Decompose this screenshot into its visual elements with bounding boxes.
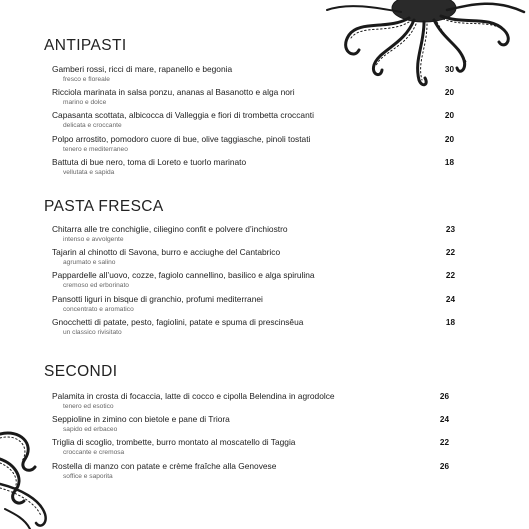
menu-item [52,64,479,87]
pasta-fresca-list [52,224,479,340]
item-price: 20 [444,88,454,98]
item-price: 26 [439,392,449,401]
item-name: Chitarra alle tre conchiglie, ciliegino confit e polvere d’inchiostro [52,224,288,234]
item-price: 22 [439,438,449,448]
secondi-list [52,391,479,484]
item-description: agrumato e salino [63,259,116,267]
item-description: cremoso ed erborinato [63,282,129,290]
menu-item [52,224,479,247]
item-price: 20 [444,134,454,144]
item-description: tenero ed esotico [63,403,114,410]
item-description: fresco e floreale [63,76,110,83]
item-description: sapido ed erbaceo [63,426,118,434]
item-description: delicata e croccante [63,122,122,130]
menu-item [52,317,479,340]
item-price: 18 [445,317,455,327]
section-title-pasta-fresca: PASTA FRESCA [44,198,164,215]
item-name: Pansotti liguri in bisque di granchio, profumi mediterranei [52,293,263,304]
section-title-antipasti: ANTIPASTI [44,37,127,54]
item-name: Seppioline in zimino con bietole e pane di Triora [52,414,230,425]
item-name: Capasanta scottata, albicocca di Valleggia e fiori di trombetta croccanti [52,110,314,121]
item-name: Gnocchetti di patate, pesto, fagiolini, patate e spuma di prescinsêua [52,316,304,327]
item-price: 23 [445,225,455,234]
menu-item [52,157,479,180]
item-price: 26 [439,461,449,471]
item-price: 22 [445,248,455,258]
item-name: Rostella di manzo con patate e crème fraîche alla Genovese [52,460,277,471]
item-price: 24 [439,415,449,425]
antipasti-list [52,64,479,180]
item-price: 22 [445,271,455,281]
menu-item [52,414,479,437]
item-name: Ricciola marinata in salsa ponzu, ananas al Basanotto e alga nori [52,87,295,98]
menu-item [52,247,479,270]
item-description: soffice e saporita [63,472,113,480]
item-description: un classico rivisitato [63,328,122,336]
item-description: concentrato e aromatico [63,305,134,313]
item-name: Triglia di scoglio, trombette, burro montato al moscatello di Taggia [52,437,296,448]
item-price: 20 [444,111,454,121]
menu-item [52,391,479,414]
section-title-secondi: SECONDI [44,363,118,380]
item-name: Polpo arrostito, pomodoro cuore di bue, olive taggiasche, pinoli tostati [52,133,311,144]
item-price: 30 [444,65,454,74]
item-description: vellutata e sapida [63,168,115,176]
item-name: Palamita in crosta di focaccia, latte di cocco e cipolla Belendina in agrodolce [52,391,335,401]
menu-item [52,461,479,484]
menu-item [52,270,479,293]
item-description: intenso e avvolgente [63,236,124,243]
menu-item [52,87,479,110]
item-price: 18 [444,157,454,167]
item-name: Gamberi rossi, ricci di mare, rapanello e begonia [52,64,233,74]
item-name: Battuta di bue nero, toma di Loreto e tuorlo marinato [52,156,247,167]
item-description: croccante e cremosa [63,449,125,457]
menu-item [52,134,479,157]
menu-item [52,437,479,460]
menu-item [52,110,479,133]
item-name: Pappardelle all’uovo, cozze, fagiolo cannellino, basilico e alga spirulina [52,270,315,281]
item-price: 24 [445,294,455,304]
menu-item [52,294,479,317]
item-name: Tajarin al chinotto di Savona, burro e acciughe del Cantabrico [52,247,281,258]
item-description: marino e dolce [63,99,107,107]
item-description: tenero e mediterraneo [63,145,128,153]
